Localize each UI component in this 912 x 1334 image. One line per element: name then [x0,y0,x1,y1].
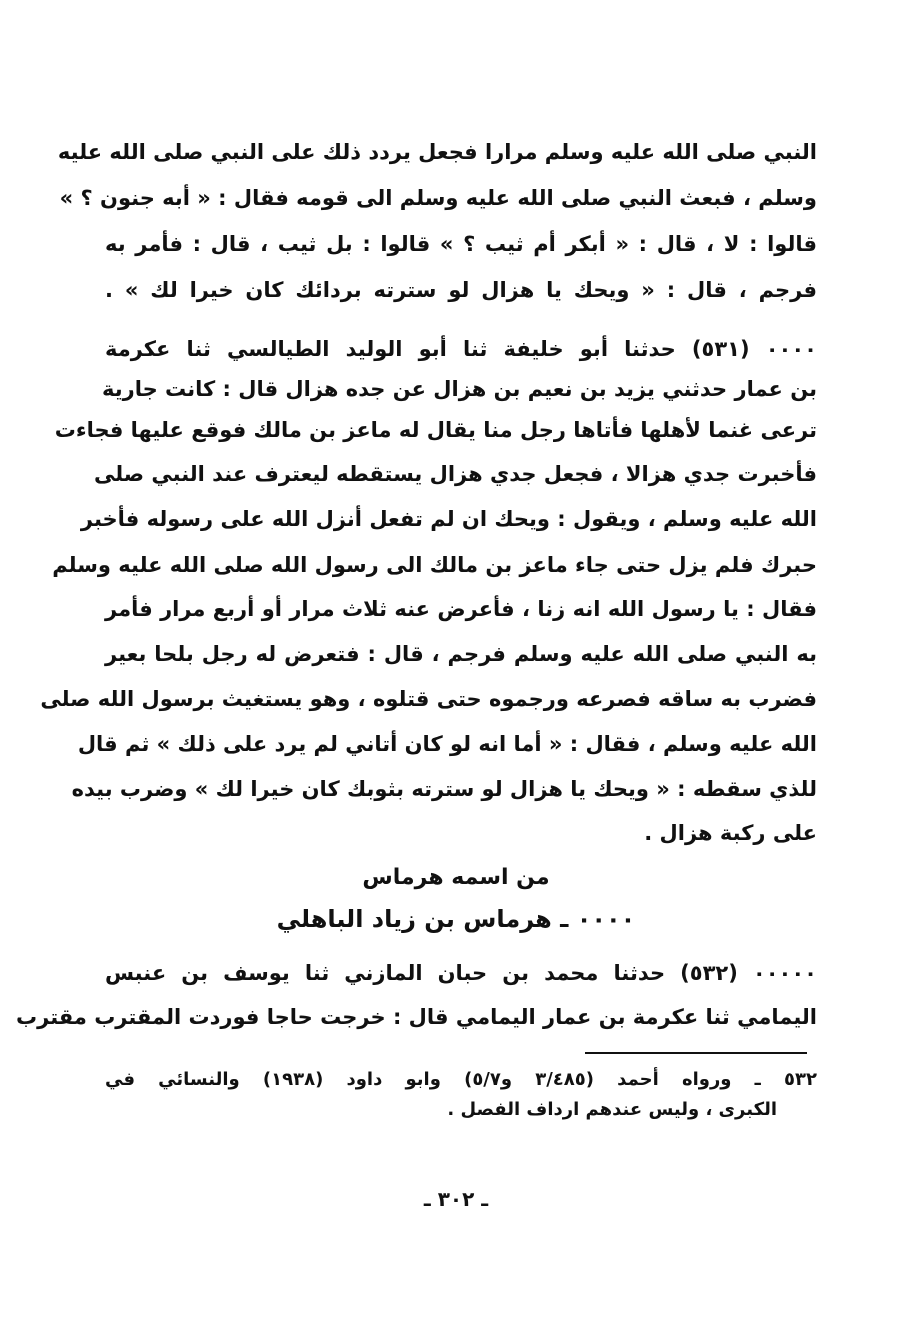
text-line: فأخبرت جدي هزالا ، فجعل جدي هزال يستقطه ليعترف عند النبي صلى [93,462,817,486]
text-line: النبي صلى الله عليه وسلم مرارا فجعل يردد ذلك على النبي صلى الله عليه [57,140,817,164]
text-line: بن عمار حدثني يزيد بن نعيم بن هزال عن جده هزال قال : كانت جارية [101,377,817,401]
footnote-line: ٥٣٢ ـ ورواه أحمد (٣/٤٨٥ و٥/٧) وابو داود (١٩٣٨) والنسائي في [105,1069,817,1090]
text-line: حبرك فلم يزل حتى جاء ماعز بن مالك الى رسول الله صلى الله عليه وسلم [52,553,817,577]
text-line: ترعى غنما لأهلها فأتاها رجل منا يقال له ماعز بن مالك فوقع عليها فجاءت [54,418,817,442]
page-number: ـ ٣٠٢ ـ [423,1187,489,1211]
text-line: الله عليه وسلم ، فقال : « أما انه لو كان أتاني لم يرد على ذلك » ثم قال [77,732,817,756]
subheading: ٠٠٠٠ ـ هرماس بن زياد الباهلي [276,905,636,933]
text-line: قالوا : لا ، قال : « أبكر أم ثيب ؟ » قالوا : بل ثيب ، قال : فأمر به [105,232,817,256]
footnote-line: الكبرى ، وليس عندهم ارداف الفصل . [447,1099,777,1120]
text-line: فقال : يا رسول الله انه زنا ، فأعرض عنه ثلاث مرار أو أربع مرار فأمر [105,597,817,621]
text-line: فرجم ، قال : « ويحك يا هزال لو سترته بردائك كان خيرا لك » . [105,278,817,302]
text-line: به النبي صلى الله عليه وسلم فرجم ، قال : فتعرض له رجل بلحا بعير [105,642,817,666]
text-line: اليمامي ثنا عكرمة بن عمار اليمامي قال : خرجت حاجا فوردت المقترب مقترب [16,1005,817,1029]
text-line: للذي سقطه : « ويحك يا هزال لو سترته بثوبك كان خيرا لك » وضرب بيده [71,777,817,801]
text-line: على ركبة هزال . [644,821,817,845]
footnote-rule [585,1052,807,1054]
section-heading: من اسمه هرماس [362,865,550,890]
text-line: فضرب به ساقه فصرعه ورجموه حتى قتلوه ، وهو يستغيث برسول الله صلى [40,687,817,711]
text-line: ٠٠٠٠ (٥٣١) حدثنا أبو خليفة ثنا أبو الوليد الطيالسي ثنا عكرمة [105,337,817,361]
text-line: وسلم ، فبعث النبي صلى الله عليه وسلم الى قومه فقال : « أبه جنون ؟ » [59,186,817,210]
text-line: الله عليه وسلم ، ويقول : ويحك ان لم تفعل أنزل الله على رسوله فأخبر [80,507,817,531]
text-line: ٠٠٠٠٠ (٥٣٢) حدثنا محمد بن حبان المازني ثنا يوسف بن عنبس [105,961,817,985]
